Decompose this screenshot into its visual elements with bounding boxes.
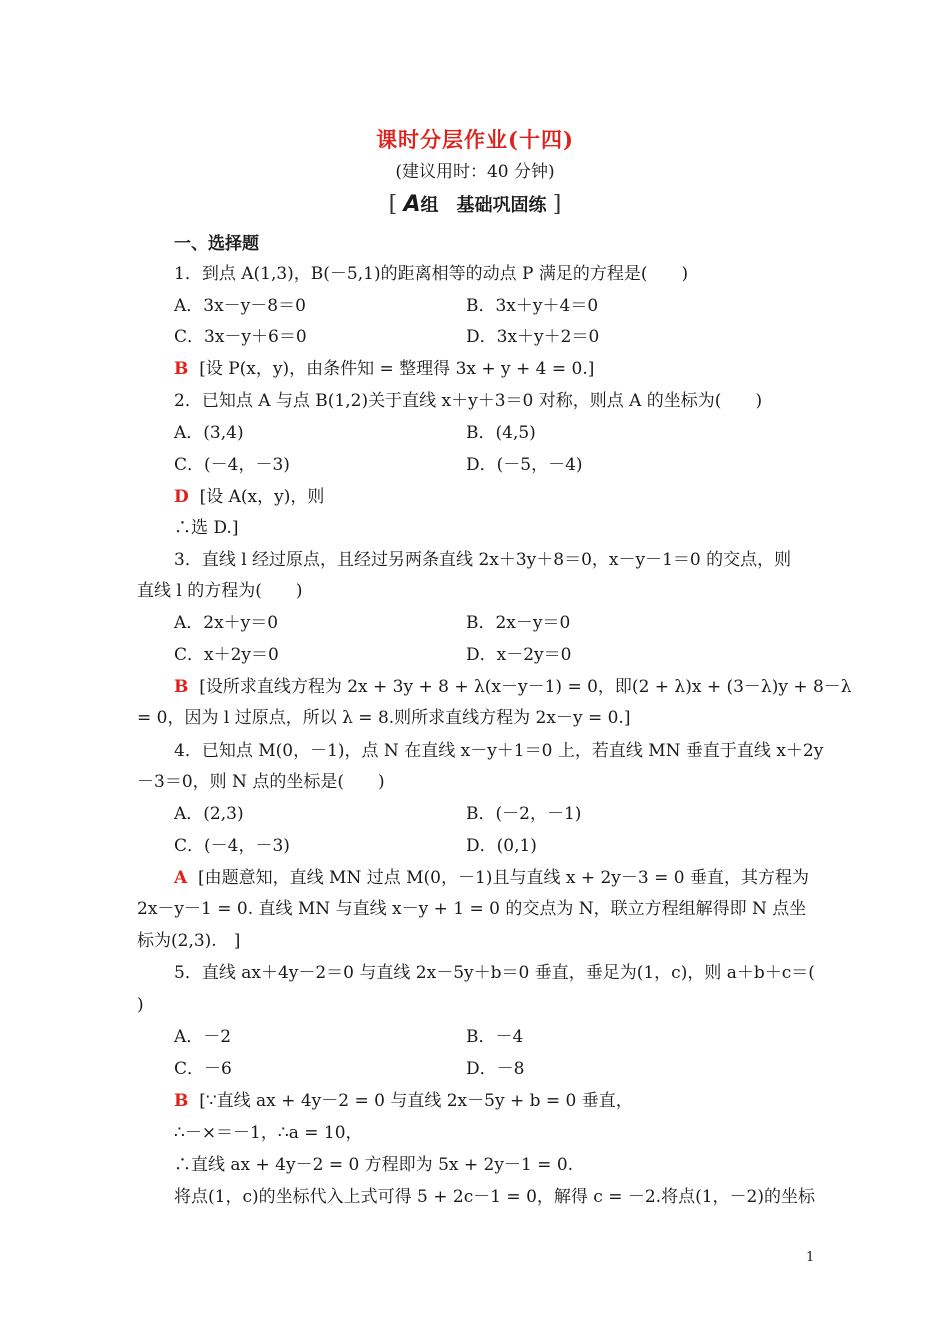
question-3-cont: 直线 l 的方程为( ) [137, 581, 303, 601]
option-b: B．3x＋y＋4＝0 [466, 296, 599, 316]
option-b: B．(－2，－1) [466, 804, 582, 824]
explanation-text: ∴－×＝－1，∴a = 10， [174, 1123, 363, 1143]
option-b: B．－4 [466, 1027, 524, 1047]
page-number: 1 [806, 1250, 815, 1265]
option-c: C．x＋2y＝0 [174, 645, 279, 665]
answer-explanation [174, 676, 852, 698]
question-5-cont: ) [137, 995, 144, 1015]
option-a: A．2x＋y＝0 [174, 613, 279, 633]
time-note: (建议用时：40 分钟) [395, 162, 555, 182]
explanation-text: [设 A(x，y)，则 [199, 487, 325, 507]
answer-explanation [174, 867, 809, 889]
section-heading: 一、选择题 [174, 234, 259, 254]
question-5: 5．直线 ax＋4y－2＝0 与直线 2x－5y＋b＝0 垂直，垂足为(1，c)，则 a＋b＋c＝( [174, 963, 815, 983]
answer-letter: B [174, 677, 189, 697]
option-c: C．－6 [174, 1059, 232, 1079]
option-c: C．(－4，－3) [174, 836, 290, 856]
explanation-text: 标为(2,3). ] [137, 931, 241, 951]
page-title: 课时分层作业(十四) [376, 127, 574, 152]
explanation-text: [∵直线 ax + 4y－2 = 0 与直线 2x－5y + b = 0 垂直， [199, 1091, 633, 1111]
answer-letter: B [174, 1091, 189, 1111]
option-a: A．－2 [174, 1027, 232, 1047]
option-d: D．x－2y＝0 [466, 645, 572, 665]
explanation-text: 2x－y－1 = 0. 直线 MN 与直线 x－y + 1 = 0 的交点为 N，联立方程组解得即 N 点坐 [137, 899, 807, 919]
group-open-bracket: [ [388, 192, 398, 217]
explanation-text: [设 P(x，y)，由条件知 = 整理得 3x + y + 4 = 0.] [199, 359, 595, 379]
explanation-text: ∴直线 ax + 4y－2 = 0 方程即为 5x + 2y－1 = 0. [174, 1155, 574, 1175]
answer-letter: A [174, 868, 188, 888]
option-b: B．2x－y＝0 [466, 613, 571, 633]
explanation-text: [由题意知，直线 MN 过点 M(0，－1)且与直线 x + 2y－3 = 0 垂直，其方程为 [198, 868, 809, 888]
option-d: D．－8 [466, 1059, 525, 1079]
group-letter: A [403, 192, 421, 217]
group-label: 组 基础巩固练 [420, 195, 547, 216]
explanation-text: ∴选 D.] [174, 518, 239, 538]
explanation-text: [设所求直线方程为 2x + 3y + 8 + λ(x－y－1) = 0，即(2 + λ)x + (3－λ)y + 8－λ [199, 677, 852, 697]
answer-letter: B [174, 359, 189, 379]
option-d: D．3x＋y＋2＝0 [466, 327, 600, 347]
option-b: B．(4,5) [466, 423, 536, 443]
question-4: 4．已知点 M(0，－1)，点 N 在直线 x－y＋1＝0 上，若直线 MN 垂直于直线 x＋2y [174, 741, 824, 761]
answer-explanation [174, 358, 594, 380]
option-c: C．(－4，－3) [174, 455, 290, 475]
option-a: A．3x－y－8＝0 [174, 296, 306, 316]
option-d: D．(－5，－4) [466, 455, 583, 475]
group-heading [0, 191, 950, 217]
option-a: A．(3,4) [174, 423, 244, 443]
answer-explanation [174, 486, 324, 508]
option-d: D．(0,1) [466, 836, 537, 856]
question-3: 3．直线 l 经过原点，且经过另两条直线 2x＋3y＋8＝0，x－y－1＝0 的交点，则 [174, 550, 792, 570]
group-close-bracket: ] [552, 192, 562, 217]
explanation-text: 将点(1，c)的坐标代入上式可得 5 + 2c－1 = 0，解得 c = －2.将点(1，－2)的坐标 [174, 1187, 815, 1207]
question-4-cont: －3＝0，则 N 点的坐标是( ) [137, 772, 385, 792]
answer-letter: D [174, 487, 189, 507]
option-c: C．3x－y＋6＝0 [174, 327, 307, 347]
question-1: 1．到点 A(1,3)，B(－5,1)的距离相等的动点 P 满足的方程是( ) [174, 264, 689, 284]
answer-explanation [174, 1090, 633, 1112]
question-2: 2．已知点 A 与点 B(1,2)关于直线 x＋y＋3＝0 对称，则点 A 的坐标为( ) [174, 391, 763, 411]
explanation-text: = 0，因为 l 过原点，所以 λ = 8.则所求直线方程为 2x－y = 0.] [137, 708, 631, 728]
option-a: A．(2,3) [174, 804, 244, 824]
